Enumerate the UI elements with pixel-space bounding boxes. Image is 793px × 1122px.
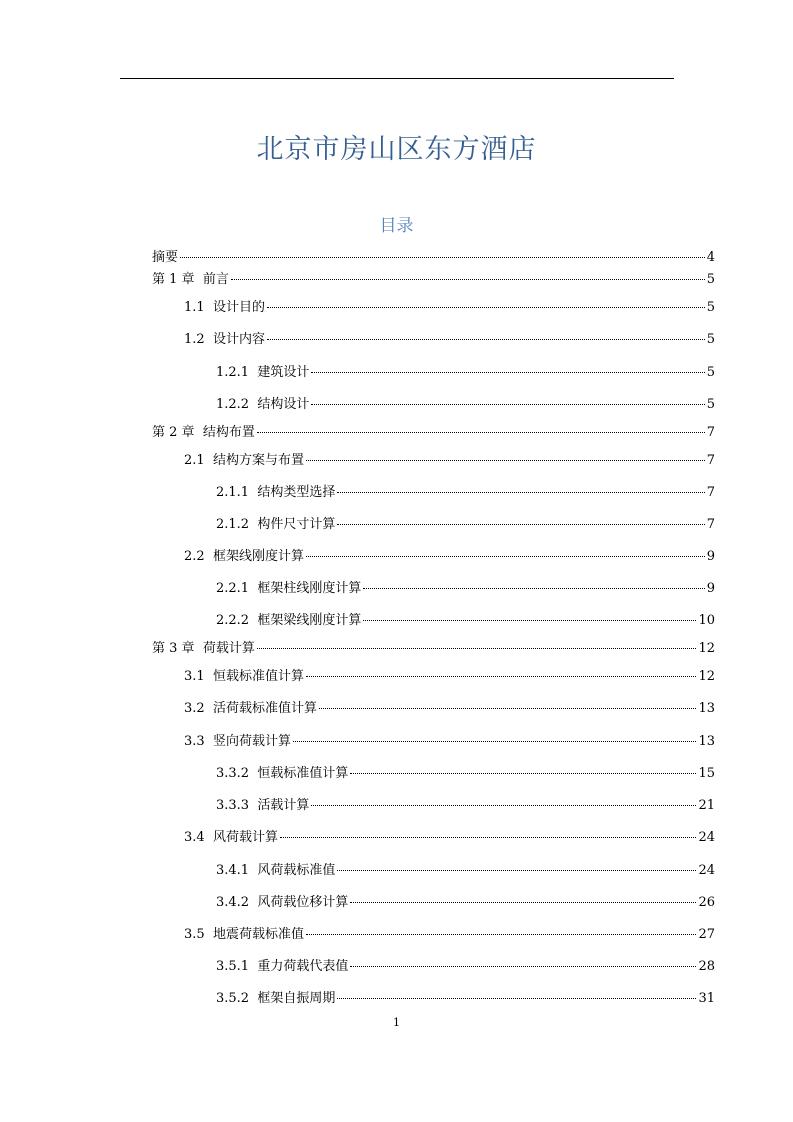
toc-entry-title: 框架线刚度计算	[212, 549, 304, 564]
toc-entry-3-4-2[interactable]	[152, 895, 715, 911]
toc-dot-leader	[280, 837, 696, 838]
toc-dot-leader	[306, 676, 696, 677]
toc-entry-number: 3.4.1	[216, 863, 258, 878]
toc-dot-leader	[306, 934, 696, 935]
toc-dot-leader	[267, 307, 705, 308]
toc-entry-number: 3.3.3	[216, 798, 258, 813]
toc-dot-leader	[350, 773, 696, 774]
toc-entry-number: 1.2.2	[216, 397, 258, 412]
toc-entry-title: 构件尺寸计算	[257, 517, 336, 532]
toc-entry-chapter-1[interactable]	[152, 272, 715, 288]
toc-entry-title: 结构布置	[202, 425, 255, 440]
toc-dot-leader	[180, 257, 705, 258]
toc-dot-leader	[337, 524, 704, 525]
toc-dot-leader	[363, 620, 696, 621]
toc-entry-title: 结构类型选择	[257, 485, 336, 500]
toc-dot-leader	[293, 741, 696, 742]
toc-dot-leader	[306, 556, 705, 557]
toc-entry-3-4-1[interactable]	[152, 863, 715, 879]
toc-dot-leader	[311, 404, 704, 405]
toc-entry-page: 5	[706, 332, 715, 347]
toc-entry-page: 13	[698, 701, 715, 716]
toc-entry-title: 摘要	[152, 250, 179, 265]
toc-entry-number: 3.2	[184, 701, 213, 716]
toc-entry-1-2-2[interactable]	[152, 397, 715, 413]
toc-entry-number: 3.3	[184, 734, 213, 749]
toc-entry-number: 2.2	[184, 549, 213, 564]
toc-entry-page: 28	[698, 959, 715, 974]
toc-entry-number: 3.5	[184, 927, 213, 942]
toc-dot-leader	[337, 492, 704, 493]
toc-entry-3-3-3[interactable]	[152, 798, 715, 814]
toc-entry-page: 5	[706, 300, 715, 315]
toc-entry-number: 3.5.1	[216, 959, 258, 974]
toc-entry-chapter-2[interactable]	[152, 425, 715, 441]
toc-entry-3-4[interactable]	[152, 830, 715, 846]
toc-entry-title: 建筑设计	[257, 365, 310, 380]
toc-dot-leader	[350, 966, 696, 967]
toc-entry-number: 2.1	[184, 453, 213, 468]
toc-dot-leader	[257, 648, 697, 649]
toc-entry-page: 21	[698, 798, 715, 813]
toc-entry-title: 结构设计	[257, 397, 310, 412]
toc-dot-leader	[337, 998, 696, 999]
toc-entry-page: 7	[706, 453, 715, 468]
toc-entry-title: 前言	[202, 272, 229, 287]
toc-dot-leader	[267, 339, 705, 340]
toc-entry-number: 3.3.2	[216, 766, 258, 781]
toc-entry-title: 活荷载标准值计算	[212, 701, 317, 716]
page-number: 1	[393, 1016, 400, 1029]
toc-entry-3-5[interactable]	[152, 927, 715, 943]
toc-entry-2-2-1[interactable]	[152, 581, 715, 597]
toc-entry-page: 5	[706, 397, 715, 412]
toc-dot-leader	[257, 432, 705, 433]
toc-entry-page: 7	[706, 485, 715, 500]
toc-entry-title: 风荷载位移计算	[257, 895, 349, 910]
toc-entry-2-1-1[interactable]	[152, 485, 715, 501]
toc-dot-leader	[306, 460, 705, 461]
toc-entry-page: 7	[706, 517, 715, 532]
toc-entry-title: 设计目的	[212, 300, 265, 315]
toc-entry-1-1[interactable]	[152, 300, 715, 316]
toc-dot-leader	[311, 805, 696, 806]
toc-entry-title: 地震荷载标准值	[212, 927, 304, 942]
toc-entry-page: 24	[698, 830, 715, 845]
toc-entry-number: 2.2.2	[216, 613, 258, 628]
toc-entry-title: 荷载计算	[202, 641, 255, 656]
toc-entry-page: 13	[698, 734, 715, 749]
toc-dot-leader	[231, 279, 705, 280]
toc-entry-1-2-1[interactable]	[152, 365, 715, 381]
toc-entry-title: 恒载标准值计算	[257, 766, 349, 781]
toc-entry-title: 框架自振周期	[257, 991, 336, 1006]
toc-entry-2-2[interactable]	[152, 549, 715, 565]
toc-entry-2-1-2[interactable]	[152, 517, 715, 533]
toc-entry-page: 12	[698, 641, 715, 656]
toc-entry-number: 第 3 章	[152, 641, 203, 656]
toc-entry-title: 框架柱线刚度计算	[257, 581, 362, 596]
toc-entry-title: 恒载标准值计算	[212, 669, 304, 684]
toc-entry-number: 2.1.1	[216, 485, 258, 500]
toc-entry-number: 3.1	[184, 669, 213, 684]
toc-entry-number: 2.2.1	[216, 581, 258, 596]
toc-entry-2-1[interactable]	[152, 453, 715, 469]
toc-entry-title: 竖向荷载计算	[212, 734, 291, 749]
toc-entry-page: 4	[706, 250, 715, 265]
toc-entry-page: 24	[698, 863, 715, 878]
toc-entry-number: 第 2 章	[152, 425, 203, 440]
toc-entry-3-3-2[interactable]	[152, 766, 715, 782]
toc-entry-1-2[interactable]	[152, 332, 715, 348]
toc-entry-page: 10	[698, 613, 715, 628]
toc-entry-title: 风荷载标准值	[257, 863, 336, 878]
toc-entry-2-2-2[interactable]	[152, 613, 715, 629]
toc-entry-number: 3.4	[184, 830, 213, 845]
toc-entry-page: 31	[698, 991, 715, 1006]
toc-dot-leader	[319, 708, 696, 709]
toc-entry-number: 1.2.1	[216, 365, 258, 380]
toc-entry-3-5-1[interactable]	[152, 959, 715, 975]
toc-entry-number: 1.2	[184, 332, 213, 347]
toc-entry-number: 3.4.2	[216, 895, 258, 910]
toc-entry-title: 重力荷载代表值	[257, 959, 349, 974]
toc-dot-leader	[337, 870, 696, 871]
toc-dot-leader	[311, 372, 704, 373]
toc-entry-number: 1.1	[184, 300, 213, 315]
toc-entry-title: 框架梁线刚度计算	[257, 613, 362, 628]
toc-entry-page: 9	[706, 549, 715, 564]
toc-entry-number: 3.5.2	[216, 991, 258, 1006]
toc-heading: 目录	[379, 216, 414, 236]
toc-entry-title: 设计内容	[212, 332, 265, 347]
toc-entry-number: 2.1.2	[216, 517, 258, 532]
toc-entry-page: 5	[706, 365, 715, 380]
toc-entry-page: 9	[706, 581, 715, 596]
toc-entry-number: 第 1 章	[152, 272, 203, 287]
document-title: 北京市房山区东方酒店	[256, 134, 537, 165]
toc-entry-page: 7	[706, 425, 715, 440]
toc-entry-abstract[interactable]	[152, 250, 715, 266]
toc-entry-page: 12	[698, 669, 715, 684]
toc-entry-title: 风荷载计算	[212, 830, 278, 845]
toc-entry-title: 结构方案与布置	[212, 453, 304, 468]
toc-entry-3-2[interactable]	[152, 701, 715, 717]
toc-entry-3-3[interactable]	[152, 734, 715, 750]
toc-entry-page: 15	[698, 766, 715, 781]
toc-entry-page: 5	[706, 272, 715, 287]
toc-entry-page: 27	[698, 927, 715, 942]
toc-entry-3-1[interactable]	[152, 669, 715, 685]
toc-entry-title: 活载计算	[257, 798, 310, 813]
toc-entry-chapter-3[interactable]	[152, 641, 715, 657]
header-rule	[120, 78, 674, 79]
toc-entry-3-5-2[interactable]	[152, 991, 715, 1007]
toc-dot-leader	[350, 902, 696, 903]
toc-dot-leader	[363, 588, 704, 589]
toc-entry-page: 26	[698, 895, 715, 910]
